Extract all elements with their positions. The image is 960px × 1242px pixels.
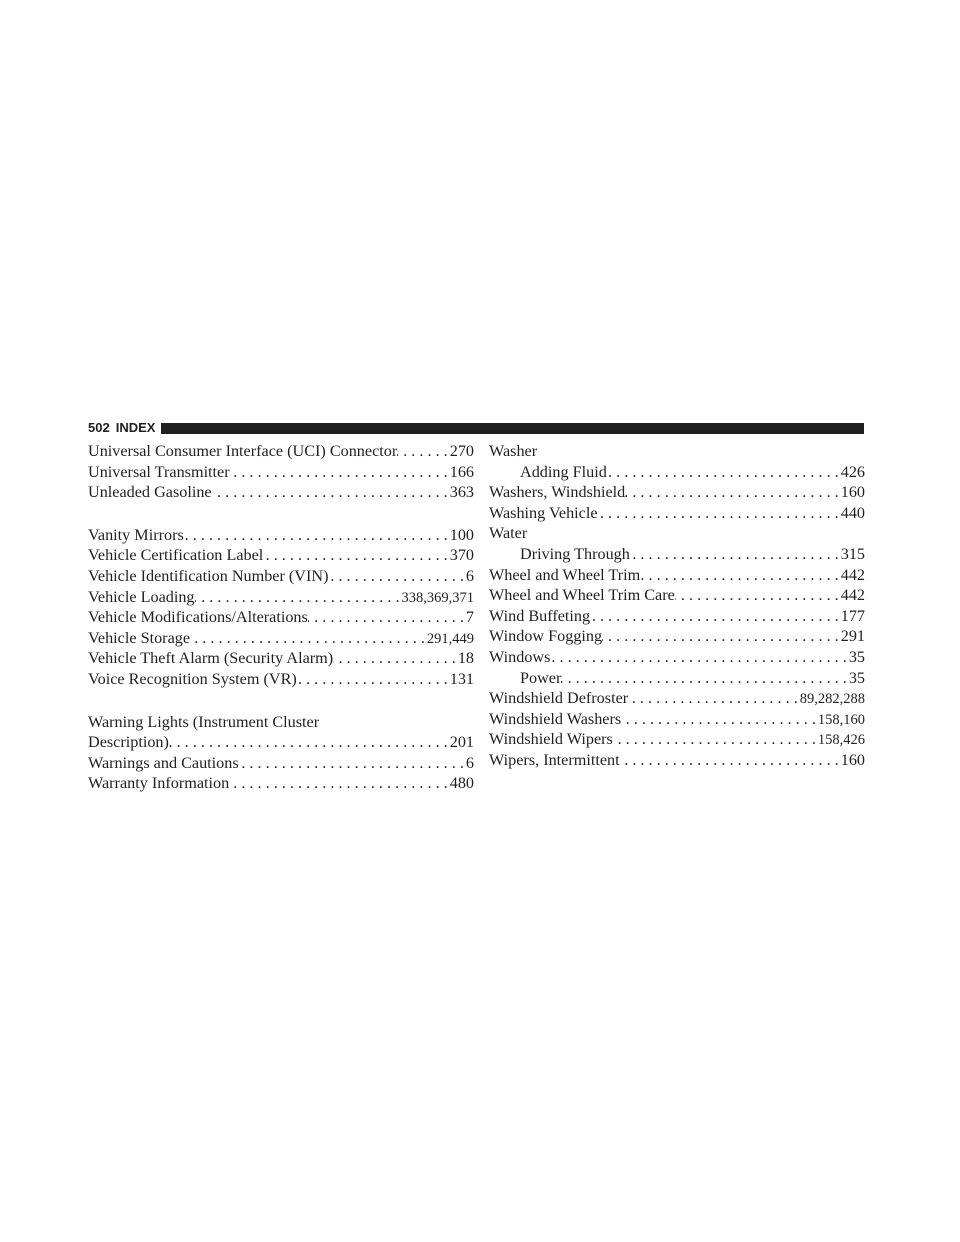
index-entry — [88, 753, 474, 774]
index-group-gap — [88, 690, 474, 712]
index-group-gap — [88, 503, 474, 525]
entry-page-number: 160 — [840, 483, 865, 502]
dot-leader — [263, 545, 449, 566]
index-subentry — [489, 544, 865, 565]
entry-label: Voice Recognition System (VR) — [88, 669, 297, 688]
dot-leader — [397, 441, 449, 462]
entry-page-number: 370 — [449, 546, 474, 565]
index-entry — [88, 648, 474, 669]
index-entry — [88, 482, 474, 503]
entry-label: Adding Fluid — [520, 462, 607, 481]
index-subentry — [489, 668, 865, 689]
dot-leader — [190, 628, 427, 649]
entry-page-number: 35 — [848, 647, 865, 666]
index-entry — [489, 585, 865, 606]
entry-page-number: 442 — [840, 586, 865, 605]
dot-leader — [195, 587, 402, 608]
index-heading — [489, 441, 865, 462]
entry-page-number: 158,426 — [817, 732, 865, 749]
entry-label: Window Fogging — [489, 627, 603, 646]
entry-label: Wind Buffeting — [489, 606, 591, 625]
index-entry — [489, 750, 865, 771]
entry-page-number: 270 — [449, 442, 474, 460]
dot-leader — [212, 482, 450, 503]
index-entry — [88, 773, 474, 794]
entry-page-number: 291 — [840, 627, 865, 646]
dot-leader — [613, 729, 818, 750]
index-heading — [489, 523, 865, 544]
entry-page-number: 177 — [840, 606, 865, 625]
entry-page-number: 426 — [840, 462, 865, 481]
index-entry — [489, 606, 865, 627]
entry-label: Washer — [489, 442, 538, 460]
entry-page-number: 442 — [840, 565, 865, 584]
index-entry — [489, 565, 865, 586]
entry-label: Power — [520, 668, 562, 687]
entry-page-number: 6 — [465, 566, 474, 585]
index-entry — [489, 626, 865, 647]
index-entry — [88, 525, 474, 546]
dot-leader — [590, 606, 841, 627]
dot-leader — [620, 750, 841, 771]
entry-page-number: 363 — [449, 483, 474, 502]
entry-label: Driving Through — [520, 544, 630, 563]
entry-label: Unleaded Gasoline — [88, 483, 212, 502]
index-entry — [88, 545, 474, 566]
entry-label: Warning Lights (Instrument Cluster — [88, 712, 320, 731]
entry-label: Vehicle Storage — [88, 628, 191, 647]
dot-leader — [628, 688, 800, 709]
entry-label: Vanity Mirrors — [88, 525, 184, 544]
dot-leader — [333, 648, 458, 669]
entry-label: Vehicle Loading — [88, 587, 195, 606]
entry-label: Windshield Wipers — [489, 730, 613, 749]
entry-page-number: 201 — [449, 733, 474, 752]
entry-page-number: 440 — [840, 503, 865, 522]
entry-label: Vehicle Theft Alarm (Security Alarm) — [88, 649, 334, 668]
index-entry — [489, 709, 865, 730]
entry-label: Wheel and Wheel Trim — [489, 565, 641, 584]
entry-label: Water — [489, 524, 528, 543]
entry-label: Universal Transmitter — [88, 462, 230, 481]
entry-page-number: 480 — [449, 774, 474, 793]
entry-label: Windshield Washers — [489, 709, 622, 728]
dot-leader — [675, 585, 841, 606]
entry-label: Windshield Defroster — [489, 689, 629, 708]
dot-leader — [550, 647, 848, 668]
entry-page-number: 338,369,371 — [401, 589, 474, 606]
entry-label: Universal Consumer Interface (UCI) Connector — [88, 442, 398, 460]
index-entry — [88, 732, 474, 753]
page-header — [88, 418, 864, 438]
index-entry — [489, 729, 865, 750]
index-column-right — [489, 441, 865, 771]
index-subentry — [489, 462, 865, 483]
section-title: INDEX — [115, 420, 156, 435]
entry-label: Washing Vehicle — [489, 503, 598, 522]
dot-leader — [230, 462, 450, 483]
index-entry — [489, 503, 865, 524]
entry-label: Vehicle Identification Number (VIN) — [88, 566, 329, 585]
dot-leader — [169, 732, 450, 753]
entry-label: Description) — [88, 733, 169, 752]
page-number: 502 — [88, 420, 110, 435]
index-heading — [88, 712, 474, 733]
dot-leader — [607, 462, 841, 483]
entry-label: Vehicle Certification Label — [88, 546, 264, 565]
entry-label: Washers, Windshield — [489, 483, 626, 502]
dot-leader — [328, 566, 465, 587]
entry-page-number: 7 — [465, 608, 474, 627]
index-entry — [88, 628, 474, 649]
entry-label: Vehicle Modifications/Alterations — [88, 608, 308, 627]
dot-leader — [602, 626, 841, 647]
dot-leader — [621, 709, 818, 730]
entry-page-number: 291,449 — [426, 630, 474, 647]
entry-label: Wipers, Intermittent — [489, 750, 620, 769]
entry-page-number: 89,282,288 — [799, 691, 865, 708]
dot-leader — [561, 668, 848, 689]
index-column-left — [88, 441, 474, 794]
index-entry — [88, 566, 474, 587]
entry-page-number: 35 — [848, 668, 865, 687]
entry-page-number: 6 — [465, 753, 474, 772]
dot-leader — [625, 482, 841, 503]
dot-leader — [308, 607, 466, 628]
entry-page-number: 166 — [449, 462, 474, 481]
index-entry — [88, 669, 474, 690]
entry-label: Wheel and Wheel Trim Care — [489, 586, 675, 605]
index-entry — [88, 607, 474, 628]
index-entry — [489, 647, 865, 668]
entry-page-number: 18 — [457, 649, 474, 668]
dot-leader — [297, 669, 450, 690]
entry-page-number: 131 — [449, 669, 474, 688]
entry-page-number: 100 — [449, 525, 474, 544]
entry-label: Windows — [489, 647, 551, 666]
dot-leader — [598, 503, 841, 524]
dot-leader — [184, 525, 450, 546]
header-rule — [161, 423, 864, 434]
index-entry — [489, 482, 865, 503]
entry-page-number: 315 — [840, 544, 865, 563]
entry-label: Warranty Information — [88, 774, 230, 793]
index-entry — [88, 441, 474, 462]
entry-page-number: 160 — [840, 750, 865, 769]
dot-leader — [640, 565, 841, 586]
dot-leader — [229, 773, 450, 794]
entry-label: Warnings and Cautions — [88, 753, 239, 772]
dot-leader — [239, 753, 466, 774]
index-entry — [88, 587, 474, 608]
entry-page-number: 158,160 — [817, 711, 865, 728]
index-entry — [489, 688, 865, 709]
dot-leader — [630, 544, 841, 565]
index-entry — [88, 462, 474, 483]
